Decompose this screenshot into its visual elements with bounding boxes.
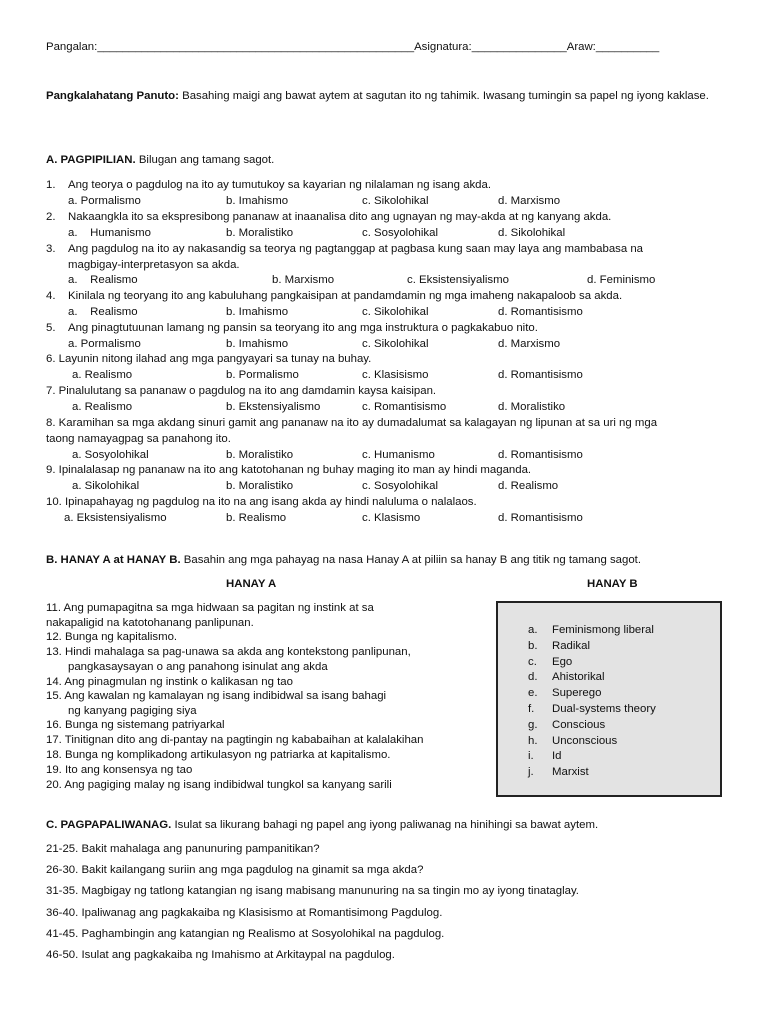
answer-option[interactable]: b. Marxismo xyxy=(272,274,335,286)
hanay-b-letter: e. xyxy=(528,687,538,700)
hanay-a-item: 11. Ang pumapagitna sa mga hidwaan sa pagitan ng instink at sa xyxy=(46,602,374,614)
date-label: Araw: xyxy=(566,41,596,53)
answer-option[interactable]: d. Realismo xyxy=(498,480,559,492)
answer-option[interactable]: c. Klasismo xyxy=(362,512,421,524)
answer-option[interactable]: d. Romantisismo xyxy=(498,449,583,461)
answer-option[interactable]: c. Sosyolohikal xyxy=(362,480,438,492)
question-text: Ang pagdulog na ito ay nakasandig sa teorya ng pagtanggap at pagbasa kung saan may laya ang mambabasa na xyxy=(68,243,644,255)
section-c-title: C. PAGPAPALIWANAG. xyxy=(46,819,172,831)
question-text: Nakaangkla ito sa ekspresibong pananaw at inaanalisa dito ang ugnayan ng may-akda at ng kanyang akda. xyxy=(68,211,612,223)
hanay-a-item: 13. Hindi mahalaga sa pag-unawa sa akda ang kontekstong panlipunan, xyxy=(46,646,411,658)
answer-option[interactable]: d. Moralistiko xyxy=(498,401,566,413)
answer-option[interactable]: b. Realismo xyxy=(226,512,287,524)
answer-option[interactable]: d. Sikolohikal xyxy=(498,227,566,239)
question-row xyxy=(46,352,371,367)
question-text-continued: taong namayagpag sa panahong ito. xyxy=(46,433,231,445)
question-number: 1. xyxy=(46,179,56,191)
hanay-b-letter: f. xyxy=(528,703,535,715)
answer-option[interactable]: b. Imahismo xyxy=(226,195,289,207)
hanay-a-item: 20. Ang pagiging malay ng isang indibidwal tungkol sa kanyang sarili xyxy=(46,779,392,791)
hanay-b-text: Conscious xyxy=(552,718,606,731)
question-number: 10. xyxy=(46,496,62,508)
hanay-a-item: nakapaligid na katotohanang panlipunan. xyxy=(46,617,254,629)
instructions-label: Pangkalahatang Panuto: xyxy=(46,90,179,102)
section-a-subtitle: Bilugan ang tamang sagot. xyxy=(138,154,275,166)
hanay-b-text: Unconscious xyxy=(552,734,618,747)
signature-label: Asignatura: xyxy=(414,41,472,53)
section-b-heading xyxy=(46,553,641,568)
answer-option[interactable]: b. Pormalismo xyxy=(226,369,299,381)
question-text: Layunin nitong ilahad ang mga pangyayari sa tunay na buhay. xyxy=(58,353,372,365)
answer-option[interactable]: c. Sikolohikal xyxy=(362,306,429,318)
hanay-b-text: Feminismong liberal xyxy=(552,624,654,636)
answer-option[interactable]: a. Humanismo xyxy=(68,227,151,239)
answer-option[interactable]: c. Klasisismo xyxy=(362,369,429,381)
essay-question: 41-45. Paghambingin ang katangian ng Realismo at Sosyolohikal na pagdulog. xyxy=(46,928,445,940)
essay-question: 31-35. Magbigay ng tatlong katangian ng isang mabisang manunuring na sa tingin mo ay iyong tinataglay. xyxy=(46,885,579,897)
question-number: 6. xyxy=(46,353,56,365)
question-row xyxy=(46,384,436,399)
question-row xyxy=(46,463,531,478)
answer-option[interactable]: c. Sikolohikal xyxy=(362,195,429,207)
hanay-b-label: HANAY B xyxy=(587,578,638,590)
general-instructions xyxy=(46,89,726,104)
answer-option[interactable]: d. Feminismo xyxy=(587,274,656,286)
answer-option[interactable]: c. Sikolohikal xyxy=(362,338,429,350)
hanay-b-text: Radikal xyxy=(552,639,590,652)
essay-question: 26-30. Bakit kailangang suriin ang mga pagdulog na ginamit sa mga akda? xyxy=(46,864,424,876)
essay-question: 36-40. Ipaliwanag ang pagkakaiba ng Klasisismo at Romantisimong Pagdulog. xyxy=(46,907,443,919)
answer-option[interactable]: b. Ekstensiyalismo xyxy=(226,401,321,413)
hanay-b-text: Superego xyxy=(552,687,602,700)
hanay-b-letter: d. xyxy=(528,671,538,684)
answer-option[interactable]: c. Romantisismo xyxy=(362,401,447,413)
answer-option[interactable]: b. Imahismo xyxy=(226,338,289,350)
question-row xyxy=(46,495,477,510)
hanay-b-letter: j. xyxy=(528,766,534,779)
hanay-a-item: 19. Ito ang konsensya ng tao xyxy=(46,764,193,776)
hanay-b-letter: h. xyxy=(528,734,538,747)
hanay-a-item: 16. Bunga ng sistemang patriyarkal xyxy=(46,719,225,731)
hanay-a-item: 12. Bunga ng kapitalismo. xyxy=(46,631,178,643)
answer-option[interactable]: a. Realismo xyxy=(72,369,133,381)
hanay-a-label: HANAY A xyxy=(226,578,277,590)
hanay-a-item: 15. Ang kawalan ng kamalayan ng isang indibidwal sa isang bahagi xyxy=(46,690,387,702)
question-number: 8. xyxy=(46,417,56,429)
hanay-a-item: pangkasaysayan o ang panahong isinulat ang akda xyxy=(68,661,328,673)
answer-option[interactable]: d. Romantisismo xyxy=(498,306,583,318)
section-a-heading xyxy=(46,153,274,168)
hanay-b-text: Marxist xyxy=(552,766,589,779)
answer-option[interactable]: b. Moralistiko xyxy=(226,449,294,461)
essay-question: 46-50. Isulat ang pagkakaiba ng Imahismo at Arkitaypal na pagdulog. xyxy=(46,949,395,961)
section-b-subtitle: Basahin ang mga pahayag na nasa Hanay A at piliin sa hanay B ang titik ng tamang sagot. xyxy=(183,554,642,566)
answer-option[interactable]: b. Imahismo xyxy=(226,306,289,318)
hanay-b-letter: g. xyxy=(528,718,538,731)
answer-option[interactable]: a. Pormalismo xyxy=(68,195,141,207)
section-c-heading xyxy=(46,818,598,833)
hanay-b-text: Ego xyxy=(552,655,573,668)
hanay-a-item: ng kanyang pagiging siya xyxy=(68,705,197,717)
answer-option[interactable]: a. Realismo xyxy=(68,306,138,318)
question-text: Pinalulutang sa pananaw o pagdulog na ito ang damdamin kaysa kaisipan. xyxy=(58,385,437,397)
question-text: Kinilala ng teoryang ito ang kabuluhang pangkaisipan at pandamdamin ng mga imaheng nakapaloob sa akda. xyxy=(68,290,623,302)
answer-option[interactable]: c. Eksistensiyalismo xyxy=(407,274,509,286)
question-number: 9. xyxy=(46,464,56,476)
answer-option[interactable]: a. Pormalismo xyxy=(68,338,141,350)
answer-option[interactable]: c. Humanismo xyxy=(362,449,435,461)
question-number: 3. xyxy=(46,243,56,255)
question-text: Karamihan sa mga akdang sinuri gamit ang pananaw na ito ay dumadalumat sa kalagayan ng lipunan at sa uri ng mga xyxy=(58,417,658,429)
section-c-subtitle: Isulat sa likurang bahagi ng papel ang iyong paliwanag na hinihingi sa bawat aytem. xyxy=(174,819,599,831)
answer-option[interactable]: a. Realismo xyxy=(68,274,138,286)
question-number: 7. xyxy=(46,385,56,397)
question-text: Ang pinagtutuunan lamang ng pansin sa teoryang ito ang mga instruktura o pagkakabuo nito. xyxy=(68,322,538,334)
hanay-b-letter: c. xyxy=(528,655,537,668)
hanay-b-text: Dual-systems theory xyxy=(552,703,656,715)
answer-option[interactable]: a. Sosyolohikal xyxy=(72,449,149,461)
student-info-line xyxy=(46,40,726,55)
hanay-b-letter: i. xyxy=(528,750,534,763)
hanay-b-letter: a. xyxy=(528,624,538,636)
question-text: Ipinalalasap ng pananaw na ito ang katotohanan ng buhay maging ito man ay hindi maganda. xyxy=(58,464,532,476)
answer-option[interactable]: a. Sikolohikal xyxy=(72,480,140,492)
answer-option[interactable]: b. Moralistiko xyxy=(226,480,294,492)
date-blank[interactable]: __________ xyxy=(595,41,660,53)
question-text-continued: magbigay-interpretasyon sa akda. xyxy=(68,259,240,271)
answer-option[interactable]: d. Romantisismo xyxy=(498,512,583,524)
signature-blank[interactable]: _______________ xyxy=(471,41,567,53)
hanay-a-item: 14. Ang pinagmulan ng instink o kalikasan ng tao xyxy=(46,676,293,688)
hanay-b-text: Ahistorikal xyxy=(552,671,605,684)
answer-option[interactable]: a. Realismo xyxy=(72,401,133,413)
section-a-title: A. PAGPIPILIAN. xyxy=(46,154,136,166)
answer-option[interactable]: b. Moralistiko xyxy=(226,227,294,239)
question-text: Ipinapahayag ng pagdulog na ito na ang isang akda ay hindi naluluma o nalalaos. xyxy=(65,496,477,508)
essay-question: 21-25. Bakit mahalaga ang panunuring pampanitikan? xyxy=(46,843,320,855)
hanay-b-letter: b. xyxy=(528,639,538,652)
answer-option[interactable]: d. Romantisismo xyxy=(498,369,583,381)
name-blank[interactable]: __________________________________________________ xyxy=(97,41,415,53)
question-number: 4. xyxy=(46,290,56,302)
name-label: Pangalan: xyxy=(46,41,98,53)
question-number: 2. xyxy=(46,211,56,223)
hanay-b-box xyxy=(496,601,722,797)
answer-option[interactable]: a. Eksistensiyalismo xyxy=(64,512,167,524)
answer-option[interactable]: d. Marxismo xyxy=(498,195,561,207)
instructions-text: Basahing maigi ang bawat aytem at sagutan ito ng tahimik. Iwasang tumingin sa papel ng iyong kaklase. xyxy=(182,90,709,102)
hanay-a-item: 17. Tinitignan dito ang di-pantay na pagtingin ng kababaihan at kalalakihan xyxy=(46,734,424,746)
section-b-title: B. HANAY A at HANAY B. xyxy=(46,554,181,566)
hanay-a-item: 18. Bunga ng komplikadong artikulasyon ng patriarka at kapitalismo. xyxy=(46,749,391,761)
question-row xyxy=(46,416,657,431)
answer-option[interactable]: c. Sosyolohikal xyxy=(362,227,438,239)
hanay-b-text: Id xyxy=(552,750,562,763)
question-number: 5. xyxy=(46,322,56,334)
question-text: Ang teorya o pagdulog na ito ay tumutukoy sa kayarian ng nilalaman ng isang akda. xyxy=(68,179,491,191)
answer-option[interactable]: d. Marxismo xyxy=(498,338,561,350)
